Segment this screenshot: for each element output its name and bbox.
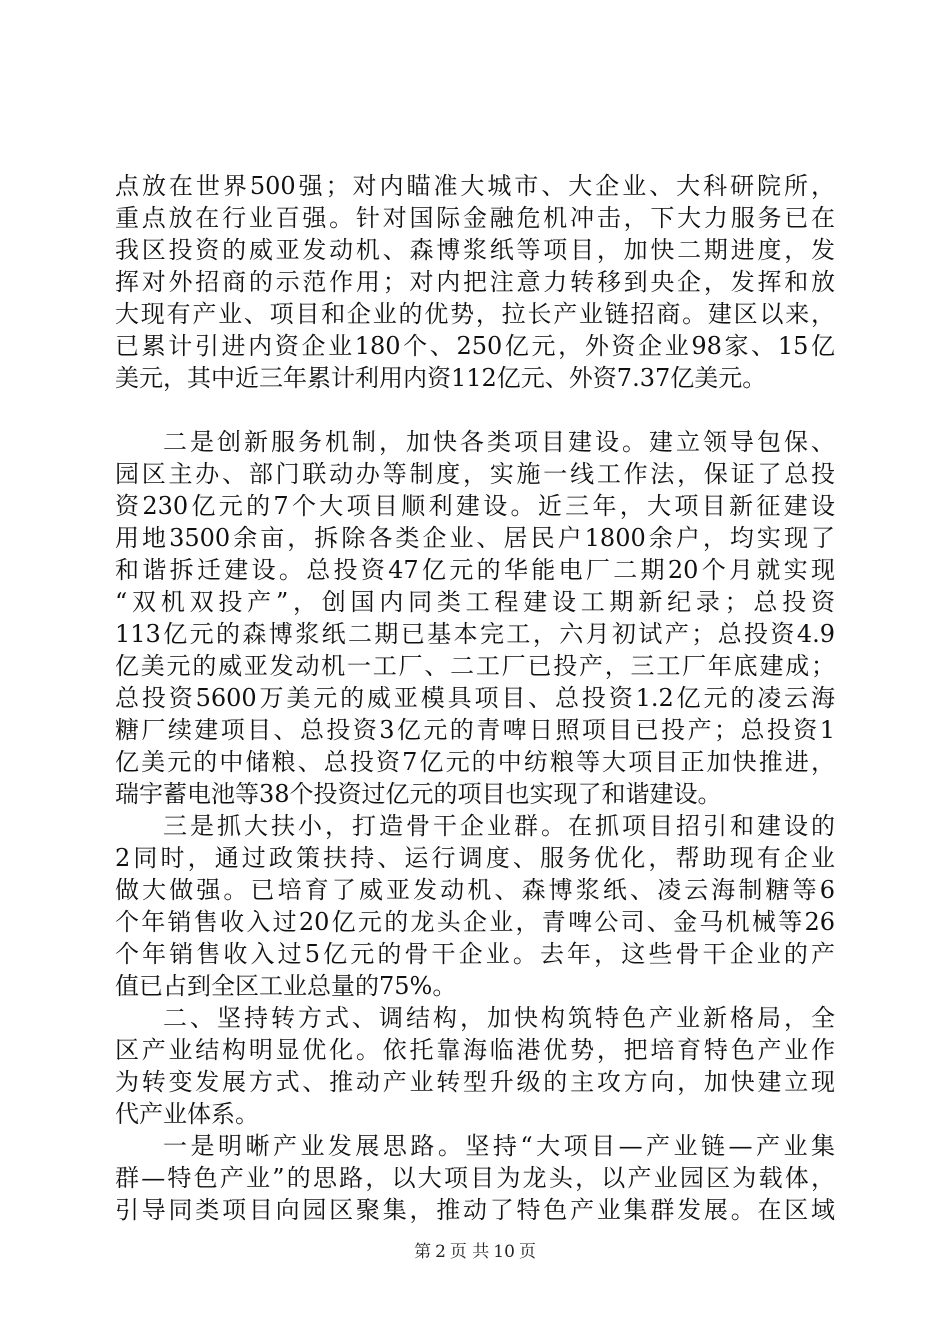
text-line: 挥对外招商的示范作用；对内把注意力转移到央企，发挥和放 — [115, 268, 835, 296]
text-line: 园区主办、部门联动办等制度，实施一线工作法，保证了总投 — [115, 460, 835, 488]
page-footer — [0, 1240, 950, 1264]
text-line: 代产业体系。 — [115, 1100, 259, 1128]
page-label-suffix: 页 — [518, 1242, 536, 1262]
text-line: 已累计引进内资企业180个、250亿元，外资企业98家、15亿 — [115, 332, 835, 360]
text-line: 糖厂续建项目、总投资3亿元的青啤日照项目已投产；总投资1 — [115, 716, 835, 744]
text-line: 为转变发展方式、推动产业转型升级的主攻方向，加快建立现 — [115, 1068, 835, 1096]
page-number: 2 — [435, 1242, 446, 1262]
text-line: 二、坚持转方式、调结构，加快构筑特色产业新格局，全 — [163, 1004, 835, 1032]
total-pages: 10 — [493, 1242, 515, 1262]
text-line: 值已占到全区工业总量的75%。 — [115, 972, 457, 1000]
text-line: 用地3500余亩，拆除各类企业、居民户1800余户，均实现了 — [115, 524, 835, 552]
text-line: 引导同类项目向园区聚集，推动了特色产业集群发展。在区域 — [115, 1196, 835, 1224]
text-line: “双机双投产”，创国内同类工程建设工期新纪录；总投资 — [115, 588, 835, 616]
page-label-mid: 页 共 — [449, 1242, 490, 1262]
text-line: 我区投资的威亚发动机、森博浆纸等项目，加快二期进度，发 — [115, 236, 835, 264]
text-line: 做大做强。已培育了威亚发动机、森博浆纸、凌云海制糖等6 — [115, 876, 835, 904]
text-line: 美元，其中近三年累计利用内资112亿元、外资7.37亿美元。 — [115, 364, 767, 392]
text-line: 亿美元的威亚发动机一工厂、二工厂已投产，三工厂年底建成； — [115, 652, 835, 680]
text-line: 个年销售收入过5亿元的骨干企业。去年，这些骨干企业的产 — [115, 940, 835, 968]
text-line: 群—特色产业”的思路，以大项目为龙头，以产业园区为载体， — [115, 1164, 835, 1192]
text-line: 和谐拆迁建设。总投资47亿元的华能电厂二期20个月就实现 — [115, 556, 835, 584]
text-line: 2同时，通过政策扶持、运行调度、服务优化，帮助现有企业 — [115, 844, 835, 872]
text-line: 二是创新服务机制，加快各类项目建设。建立领导包保、 — [163, 428, 835, 456]
text-line: 一是明晰产业发展思路。坚持“大项目—产业链—产业集 — [163, 1132, 835, 1160]
text-line: 113亿元的森博浆纸二期已基本完工，六月初试产；总投资4.9 — [115, 620, 835, 648]
text-line: 亿美元的中储粮、总投资7亿元的中纺粮等大项目正加快推进， — [115, 748, 835, 776]
page-label-prefix: 第 — [414, 1242, 432, 1262]
text-line: 区产业结构明显优化。依托靠海临港优势，把培育特色产业作 — [115, 1036, 835, 1064]
text-line: 资230亿元的7个大项目顺利建设。近三年，大项目新征建设 — [115, 492, 835, 520]
text-line: 点放在世界500强；对内瞄准大城市、大企业、大科研院所， — [115, 172, 835, 200]
text-line: 重点放在行业百强。针对国际金融危机冲击，下大力服务已在 — [115, 204, 835, 232]
text-line: 瑞宇蓄电池等38个投资过亿元的项目也实现了和谐建设。 — [115, 780, 722, 808]
text-line: 三是抓大扶小，打造骨干企业群。在抓项目招引和建设的 — [163, 812, 835, 840]
text-line: 个年销售收入过20亿元的龙头企业，青啤公司、金马机械等26 — [115, 908, 835, 936]
text-line: 大现有产业、项目和企业的优势，拉长产业链招商。建区以来， — [115, 300, 835, 328]
text-line: 总投资5600万美元的威亚模具项目、总投资1.2亿元的凌云海 — [115, 684, 835, 712]
